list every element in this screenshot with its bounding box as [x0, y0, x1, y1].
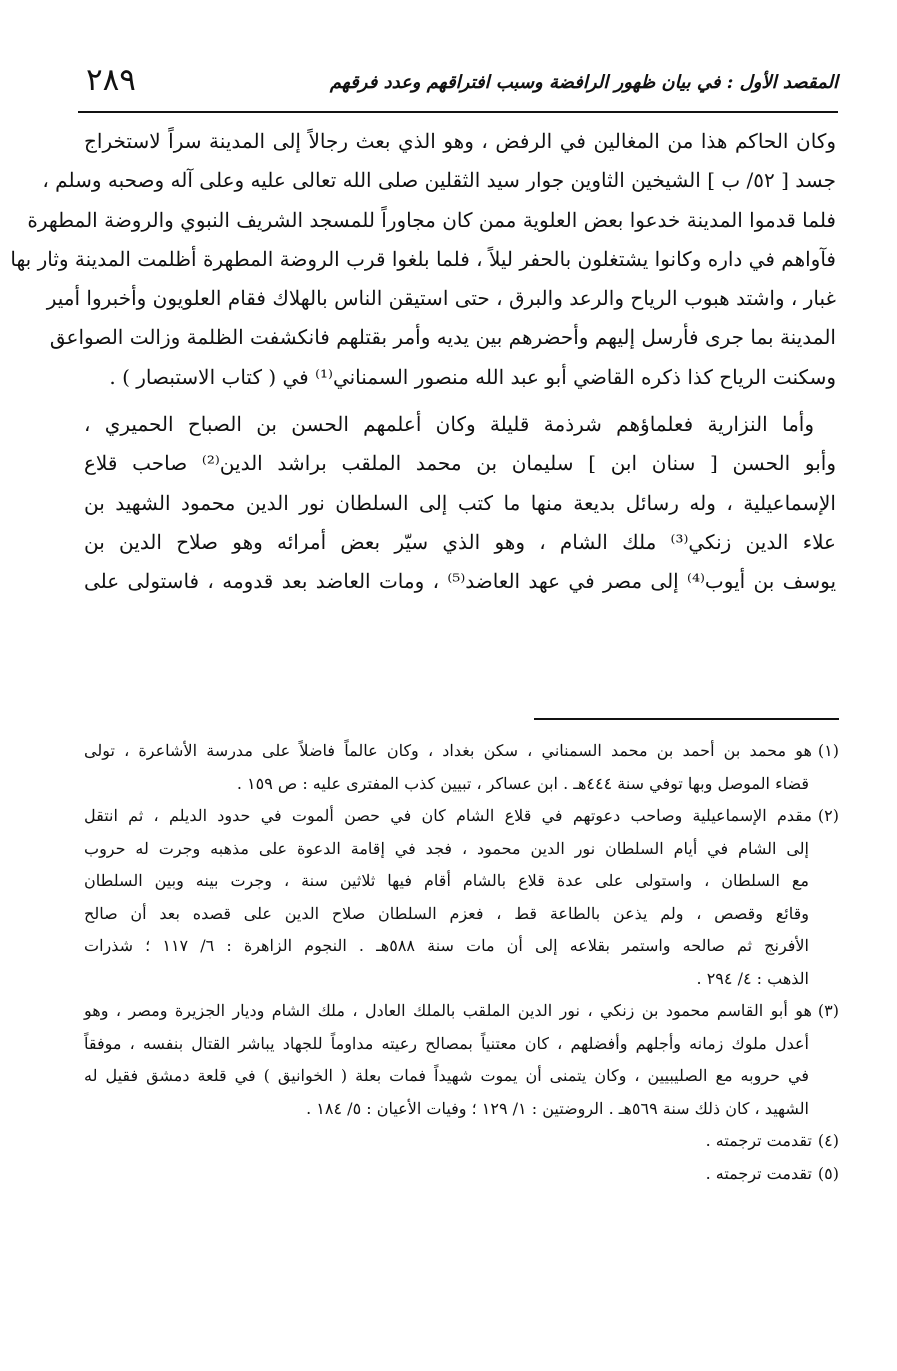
footnote-text: تقدمت ترجمته . [705, 1163, 812, 1183]
text-line: فآواهم في داره وكانوا يشتغلون بالحفر ليلاً ، فلما بلغوا قرب الروضة المطهرة أظلمت المدينة وثار بها [10, 246, 836, 271]
footnote-number: (١) [817, 741, 839, 760]
running-title: المقصد الأول : في بيان ظهور الرافضة وسبب افتراقهم وعدد فرقهم [329, 72, 838, 93]
paragraph-1 [10, 122, 836, 397]
footnote-line [84, 1125, 839, 1158]
text-line: جسد [ ٥٢/ ب ] الشيخين الثاوين جوار سيد الثقلين صلى الله تعالى عليه وعلى آله وصحبه وسلم ، [42, 168, 836, 193]
footnote-line: أعدل ملوك زمانه وأجلهم وأفضلهم ، كان معتنياً بمصالح رعيته مداوماً للجهاد يباشر القتال بنفسه ، موفقاً [84, 1033, 809, 1053]
footnote-3 [84, 995, 839, 1125]
footnote-line: وقائع وقصص ، ولم يذعن بالطاعة قط ، فعزم السلطان صلاح الدين على قصده بعد أن صالح [84, 903, 809, 923]
footnote-number: (٥) [817, 1163, 839, 1183]
text-line: فلما قدموا المدينة خدعوا بعض العلوية ممن كان مجاوراً للمسجد الشريف النبوي والروضة المطهرة [27, 207, 836, 232]
text-line: الإسماعيلية ، وله رسائل بديعة منها ما كتب إلى السلطان نور الدين محمود الشهيد بن [84, 490, 836, 515]
footnote-2 [84, 800, 839, 995]
footnote-1 [84, 735, 839, 800]
footnote-number: (٢) [817, 806, 839, 825]
footnote-number: (٤) [817, 1131, 839, 1150]
footnote-5 [84, 1158, 839, 1191]
page-number: ٢٨٩ [86, 62, 136, 98]
footnote-text: هو محمد بن أحمد بن محمد السمناني ، سكن بغداد ، وكان عالماً فاضلاً على مدرسة الأشاعرة ، تولى [84, 741, 812, 760]
footnotes [84, 735, 839, 1190]
footnote-line: الشهيد ، كان ذلك سنة ٥٦٩هـ . الروضتين : ١/ ١٢٩ ؛ وفيات الأعيان : ٥/ ١٨٤ . [306, 1098, 809, 1118]
text-line: وسكنت الرياح كذا ذكره القاضي أبو عبد الله منصور السمناني⁽¹⁾ في ( كتاب الاستبصار ) . [109, 364, 836, 389]
header-rule [78, 111, 838, 113]
text-line: وكان الحاكم هذا من المغالين في الرفض ، وهو الذي بعث رجالاً إلى المدينة سراً لاستخراج [84, 129, 836, 153]
footnote-line [84, 1158, 839, 1191]
footnote-separator [534, 718, 839, 720]
footnote-text: هو أبو القاسم محمود بن زنكي ، نور الدين الملقب بالملك العادل ، ملك الشام وديار الجزيرة ومصر ، وهو [84, 1001, 812, 1020]
footnote-4 [84, 1125, 839, 1158]
text-line: غبار ، واشتد هبوب الرياح والرعد والبرق ، حتى استيقن الناس بالهلاك فقام العلويون وأخبروا أمير [46, 286, 836, 311]
page-header [78, 58, 838, 108]
footnote-line: الأفرنج ثم صالحه واستمر بقلاعه إلى أن مات سنة ٥٨٨هـ . النجوم الزاهرة : ٦/ ١١٧ ؛ شذرات [84, 936, 810, 955]
main-text [10, 122, 837, 602]
footnote-line: قضاء الموصل وبها توفي سنة ٤٤٤هـ . ابن عساكر ، تبيين كذب المفترى عليه : ص ١٥٩ . [236, 773, 809, 793]
footnote-line: الذهب : ٤/ ٢٩٤ . [696, 968, 809, 988]
footnote-text: تقدمت ترجمته . [705, 1131, 812, 1150]
text-line: يوسف بن أيوب⁽⁴⁾ إلى مصر في عهد العاضد⁽⁵⁾ ، ومات العاضد بعد قدومه ، فاستولى على [84, 569, 837, 594]
text-line: المدينة بما جرى فأرسل إليهم وأحضرهم بين يديه وأمر بقتلهم فانكشفت الظلمة وزالت الصواعق [49, 325, 836, 350]
text-line: وأبو الحسن [ سنان ابن ] سليمان بن محمد الملقب براشد الدين⁽²⁾ صاحب قلاع [84, 451, 836, 476]
footnote-text: مقدم الإسماعيلية وصاحب دعوتهم في قلاع الشام كان في حصن ألموت في حدود الديلم ، ثم انتقل [84, 806, 812, 825]
footnote-line [84, 800, 839, 833]
footnote-line [84, 995, 839, 1028]
footnote-line [84, 735, 839, 768]
footnote-line: في حروبه مع الصليبيين ، وكان يتمنى أن يموت شهيداً فمات بعلة ( الخوانيق ) في قلعة دمشق فقيل له [84, 1066, 809, 1085]
text-line: وأما النزارية فعلماؤهم شرذمة قليلة وكان أعلمهم الحسن بن الصباح الحميري ، [84, 412, 814, 437]
paragraph-2 [84, 405, 836, 601]
footnote-line: مع السلطان ، واستولى على عدة قلاع بالشام أقام فيها ثلاثين سنة ، وجرت بينه وبين السلطان [84, 871, 809, 890]
footnote-line: إلى الشام في أيام السلطان نور الدين محمود ، فجد في إقامة الدعوة على مذهبه وجرت له حروب [84, 838, 809, 858]
footnote-number: (٣) [817, 1001, 839, 1020]
text-line: علاء الدين زنكي⁽³⁾ ملك الشام ، وهو الذي سيّر بعض أمرائه وهو صلاح الدين بن [84, 529, 836, 554]
